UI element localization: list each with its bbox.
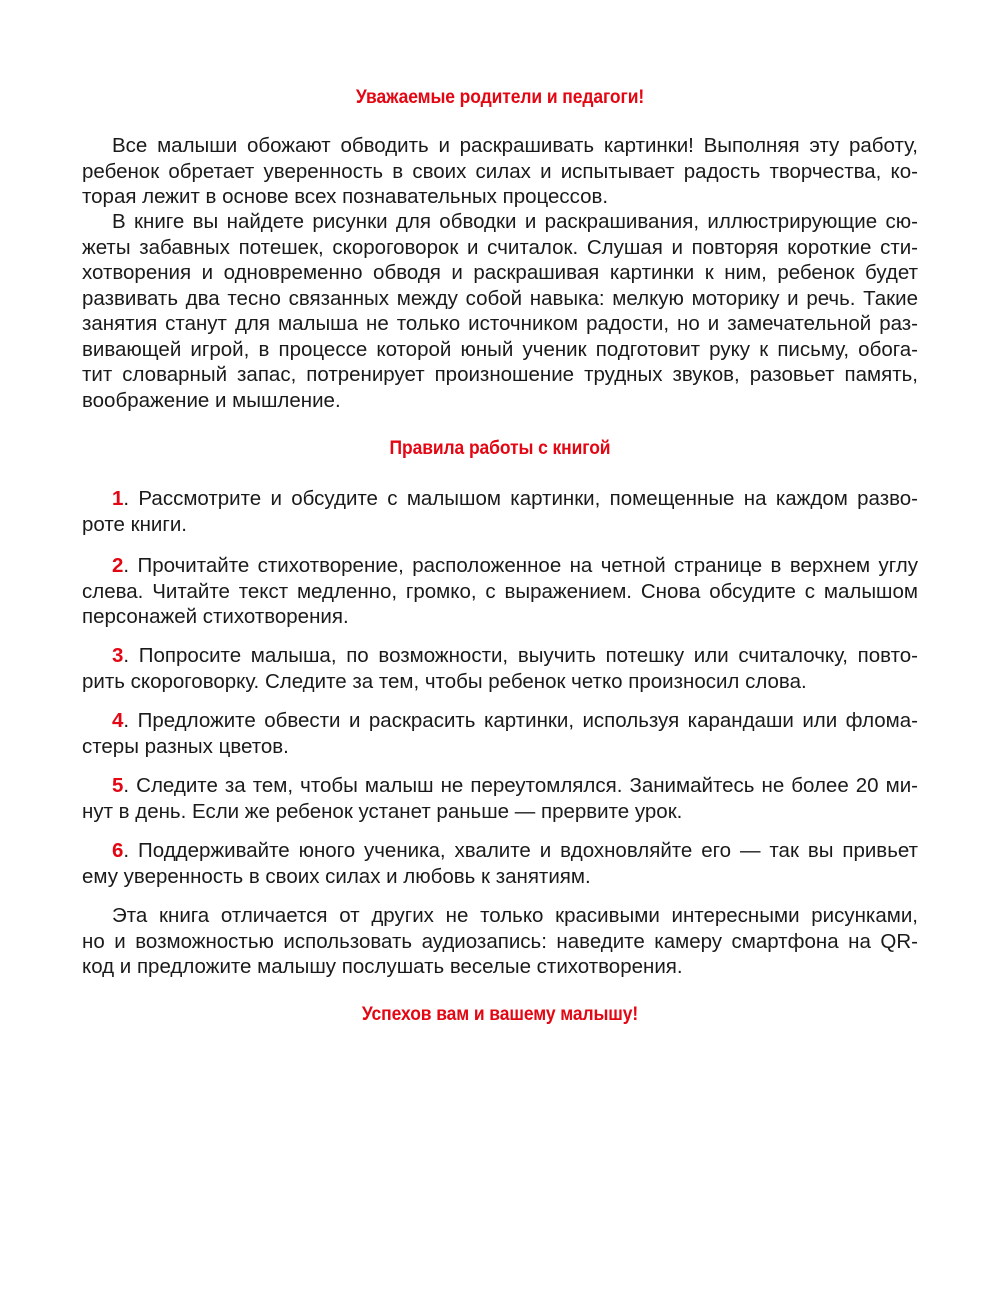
text-line: роте книги. <box>82 512 187 536</box>
rule-number: 3 <box>112 644 124 667</box>
text-line: 1. Рассмотрите и обсудите с малышом картинки, помещенные на каждом разво- <box>112 487 918 510</box>
closing-heading: Успехов вам и вашему малышу! <box>361 1004 639 1025</box>
rule-item-3 <box>82 643 918 694</box>
text-line: ребенок обретает уверенность в своих силах и испытывает радость творчества, ко- <box>82 159 918 183</box>
rule-item-5 <box>82 773 918 824</box>
text-line: хотворения и одновременно обводя и раскрашивая картинки к ним, ребенок будет <box>82 261 918 284</box>
text-line: рить скороговорку. Следите за тем, чтобы ребенок четко произносил слова. <box>82 669 807 693</box>
text-line: нут в день. Если же ребенок устанет раньше — прервите урок. <box>82 799 683 823</box>
rule-number: 6 <box>112 839 124 862</box>
rule-number: 1 <box>112 487 124 510</box>
text-line: жеты забавных потешек, скороговорок и считалок. Слушая и повторяя короткие сти- <box>82 235 918 259</box>
text-line: стеры разных цветов. <box>82 734 289 758</box>
text-line: воображение и мышление. <box>82 388 341 412</box>
text-line: 2. Прочитайте стихотворение, расположенное на четной странице в верхнем углу <box>112 554 918 577</box>
text-line: тит словарный запас, потренирует произношение трудных звуков, разовьет память, <box>82 363 918 386</box>
rule-item-4 <box>82 708 918 759</box>
outro-paragraph <box>82 903 918 980</box>
text-line: ему уверенность в своих силах и любовь к занятиям. <box>82 864 591 888</box>
rule-number: 5 <box>112 774 124 797</box>
rule-item-2 <box>82 553 918 630</box>
text-line: 6. Поддерживайте юного ученика, хвалите и вдохновляйте его — так вы привьет <box>112 839 918 862</box>
rules-heading: Правила работы с книгой <box>389 438 611 459</box>
page-title: Уважаемые родители и педагоги! <box>355 87 645 108</box>
rule-number: 2 <box>112 554 124 577</box>
text-line: код и предложите малышу послушать веселые стихотворения. <box>82 955 683 978</box>
text-line: В книге вы найдете рисунки для обводки и раскрашивания, иллюстрирующие сю- <box>112 210 918 233</box>
intro-paragraph-1 <box>82 133 918 210</box>
rule-item-1 <box>82 486 918 537</box>
text-line: слева. Читайте текст медленно, громко, с выражением. Снова обсудите с малышом <box>82 579 918 603</box>
text-line: Все малыши обожают обводить и раскрашивать картинки! Выполняя эту работу, <box>112 134 918 157</box>
rule-item-6 <box>82 838 918 889</box>
text-line: вивающей игрой, в процессе которой юный ученик подготовит руку к письму, обога- <box>82 337 918 361</box>
text-line: персонажей стихотворения. <box>82 605 349 628</box>
text-line: 4. Предложите обвести и раскрасить картинки, используя карандаши или флома- <box>112 709 918 732</box>
rule-number: 4 <box>112 709 124 732</box>
text-line: торая лежит в основе всех познавательных процессов. <box>82 185 609 208</box>
text-line: 5. Следите за тем, чтобы малыш не переутомлялся. Занимайтесь не более 20 ми- <box>112 774 918 797</box>
text-line: Эта книга отличается от других не только красивыми интересными рисунками, <box>112 904 918 927</box>
text-line: развивать два тесно связанных между собой навыка: мелкую моторику и речь. Такие <box>82 286 918 310</box>
text-line: но и возможностью использовать аудиозапись: наведите камеру смартфона на QR- <box>82 929 918 953</box>
text-line: занятия станут для малыша не только источником радости, но и замечательной раз- <box>82 312 918 335</box>
text-line: 3. Попросите малыша, по возможности, выучить потешку или считалочку, повто- <box>112 644 918 667</box>
intro-paragraph-2 <box>82 209 918 413</box>
